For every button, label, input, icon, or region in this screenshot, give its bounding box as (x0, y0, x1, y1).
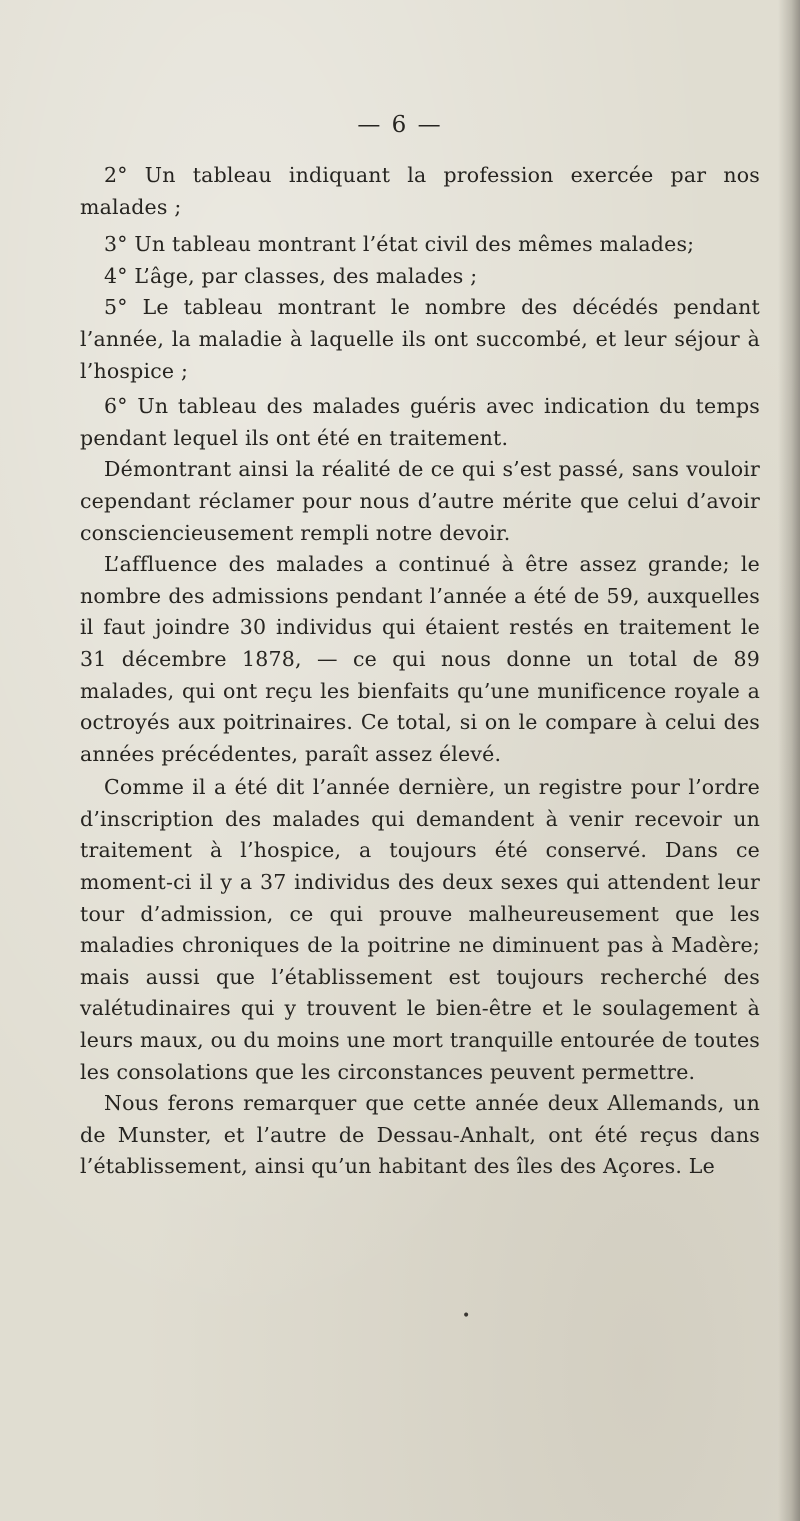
page-number: — 6 — (357, 112, 443, 138)
paragraph-item-5: 5° Le tableau montrant le nombre des décédés pendant l’année, la maladie à laquelle ils ont succombé, et leur séjour à l’hospice ; (80, 295, 760, 383)
paragraph-remarquer: Nous ferons remarquer que cette année deux Allemands, un de Munster, et l’autre de Dessau-Anhalt, ont été reçus dans l’établissement, ainsi qu’un habitant des îles des Açores. Le (80, 1091, 760, 1179)
paragraph-item-3: 3° Un tableau montrant l’état civil des mêmes malades; (104, 232, 695, 257)
paragraph-registre: Comme il a été dit l’année dernière, un registre pour l’ordre d’inscription des malades qui demandent à venir recevoir un traitement à l’hospice, a toujours été conservé. Dans ce moment-ci il y a 37 individus des deux sexes qui attendent leur tour d’admission, ce qui prouve malheureusement que les maladies chroniques de la poitrine ne diminuent pas à Madère; mais aussi que l’établissement est toujours recherché des valétudinaires qui y trouvent le bien-être et le soulagement à leurs maux, ou du moins une mort tranquille entourée de toutes les consolations que les circonstances peuvent permettre. (80, 775, 760, 1084)
page-edge-shadow (778, 0, 800, 1521)
paragraph-affluence: L’affluence des malades a continué à être assez grande; le nombre des admissions pendant l’année a été de 59, auxquelles il faut joindre 30 individus qui étaient restés en traitement le 31 décembre 1878, — ce qui nous donne un total de 89 malades, qui ont reçu les bienfaits qu’une munificence royale a octroyés aux poitrinaires. Ce total, si on le compare à celui des années précédentes, paraît assez élevé. (80, 552, 760, 766)
body-text (80, 160, 760, 1183)
paragraph-item-6: 6° Un tableau des malades guéris avec indication du temps pendant lequel ils ont été en traitement. (80, 394, 760, 450)
stray-ink-mark: • (462, 1308, 471, 1324)
paragraph-demontrant: Démontrant ainsi la réalité de ce qui s’est passé, sans vouloir cependant réclamer pour nous d’autre mérite que celui d’avoir consciencieusement rempli notre devoir. (80, 457, 760, 545)
paragraph-item-4: 4° L’âge, par classes, des malades ; (104, 263, 478, 288)
paragraph-item-2: 2° Un tableau indiquant la profession exercée par nos malades ; (80, 163, 760, 219)
